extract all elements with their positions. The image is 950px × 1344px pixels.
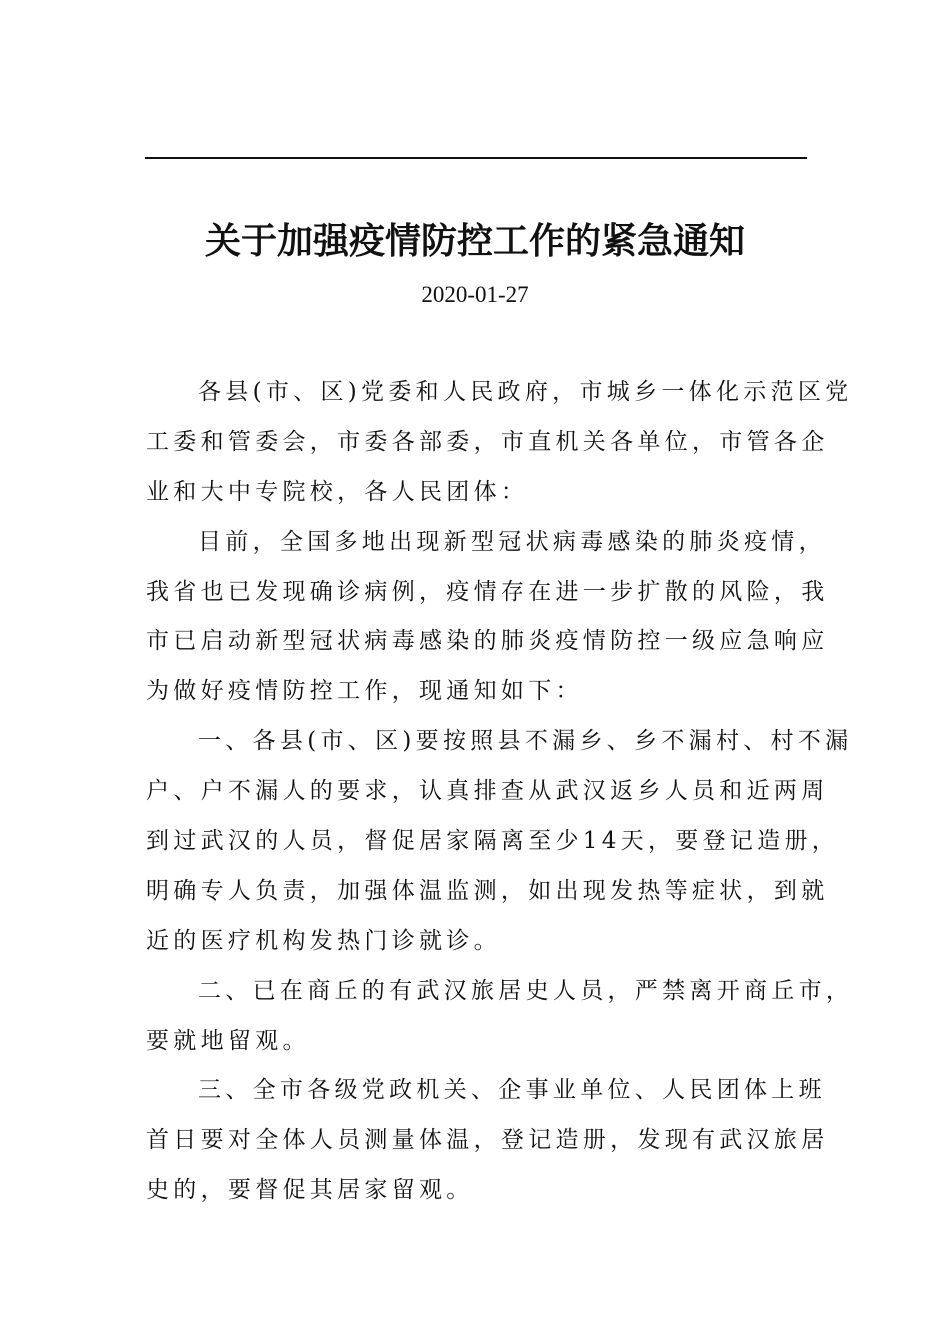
body-line: 各县(市、区)党委和人民政府，市城乡一体化示范区党 — [198, 379, 853, 405]
document-date: 2020-01-27 — [421, 282, 529, 307]
body-line: 史的，要督促其居家留观。 — [146, 1177, 474, 1204]
document-body — [146, 368, 854, 1216]
body-line: 目前，全国多地出现新型冠状病毒感染的肺炎疫情， — [198, 528, 826, 555]
body-line: 为做好疫情防控工作，现通知如下： — [146, 678, 583, 705]
body-line: 近的医疗机构发热门诊就诊。 — [146, 927, 501, 954]
body-line: 到过武汉的人员，督促居家隔离至少14天，要登记造册， — [146, 828, 840, 855]
body-line: 工委和管委会，市委各部委，市直机关各单位，市管各企 — [146, 428, 829, 455]
body-line: 户、户不漏人的要求，认真排查从武汉返乡人员和近两周 — [146, 778, 829, 805]
body-line: 我省也已发现确诊病例，疫情存在进一步扩散的风险，我 — [146, 578, 829, 605]
body-line: 首日要对全体人员测量体温，登记造册，发现有武汉旅居 — [146, 1127, 829, 1154]
body-line: 业和大中专院校，各人民团体： — [146, 478, 529, 505]
document-title: 关于加强疫情防控工作的紧急通知 — [204, 221, 745, 262]
body-line: 市已启动新型冠状病毒感染的肺炎疫情防控一级应急响应 — [146, 628, 829, 655]
body-line: 一、各县(市、区)要按照县不漏乡、乡不漏村、村不漏 — [198, 728, 853, 755]
body-line: 明确专人负责，加强体温监测，如出现发热等症状，到就 — [146, 877, 829, 904]
body-line: 要就地留观。 — [146, 1027, 310, 1054]
header-rule — [145, 157, 807, 159]
body-line: 二、已在商丘的有武汉旅居史人员，严禁离开商丘市， — [198, 977, 854, 1004]
body-line: 三、全市各级党政机关、企事业单位、人民团体上班 — [198, 1077, 826, 1104]
